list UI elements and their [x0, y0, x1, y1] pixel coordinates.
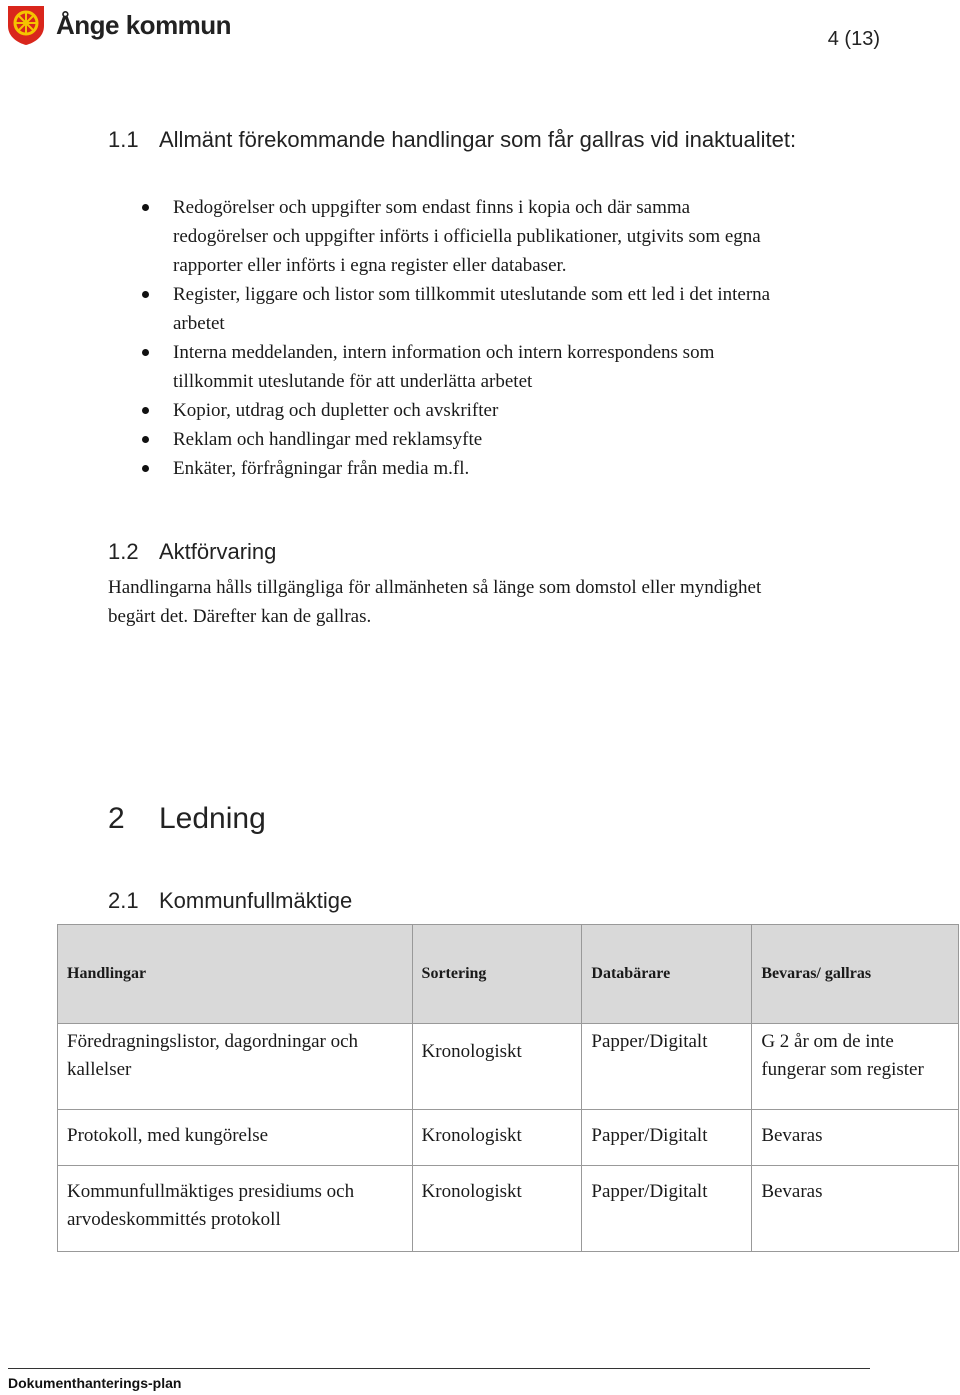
list-item-text: Kopior, utdrag och dupletter och avskrifter [173, 400, 499, 421]
section-number: 2.1 [108, 888, 139, 913]
footer-divider [8, 1368, 870, 1369]
table-cell: Bevaras [752, 1110, 959, 1166]
section-number: 1.1 [108, 127, 139, 152]
records-table [57, 924, 959, 1252]
section-paragraph: Handlingarna hålls tillgängliga för allmänheten så länge som domstol eller myndighet begärt det. Därefter kan de gallras. [108, 577, 762, 627]
list-item-text: Interna meddelanden, intern information och intern korrespondens som tillkommit uteslutande för att underlätta arbetet [173, 342, 715, 392]
section-heading-2-1 [108, 885, 352, 916]
table-cell: Kronologiskt [412, 1166, 582, 1252]
section-heading-1-2 [108, 536, 276, 567]
table-row [58, 1024, 959, 1110]
table-cell: Papper/Digitalt [582, 1024, 752, 1110]
list-item [140, 454, 780, 483]
section-title: Allmänt förekommande handlingar som får gallras vid inaktualitet: [159, 127, 797, 152]
bullet-icon [142, 349, 149, 356]
table-cell: Papper/Digitalt [582, 1166, 752, 1252]
list-item [140, 280, 780, 338]
table-cell: Kommunfullmäktiges presidiums och arvodeskommittés protokoll [58, 1166, 413, 1252]
bullet-icon [142, 204, 149, 211]
table-row [58, 1166, 959, 1252]
table-cell: G 2 år om de inte fungerar som register [752, 1024, 959, 1110]
bullet-icon [142, 465, 149, 472]
section-title: Aktförvaring [159, 539, 277, 564]
chapter-number: 2 [108, 802, 125, 835]
column-header-databarare: Databärare [582, 925, 752, 1024]
list-item [140, 396, 780, 425]
chapter-heading-2 [108, 802, 266, 836]
list-item-text: Reklam och handlingar med reklamsyfte [173, 429, 483, 450]
table-cell: Föredragningslistor, dagordningar och kallelser [58, 1024, 413, 1110]
logo-text: Ånge kommun [56, 9, 232, 40]
bullet-icon [142, 291, 149, 298]
chapter-title: Ledning [159, 802, 266, 835]
bullet-list [140, 193, 780, 483]
list-item [140, 425, 780, 454]
footer-text: Dokumenthanterings-plan [8, 1375, 182, 1391]
column-header-bevaras-gallras: Bevaras/ gallras [752, 925, 959, 1024]
coat-of-arms-icon [6, 4, 46, 46]
table-cell: Bevaras [752, 1166, 959, 1252]
list-item [140, 193, 780, 280]
list-item-text: Register, liggare och listor som tillkommit uteslutande som ett led i det interna arbetet [173, 284, 771, 334]
list-item-text: Redogörelser och uppgifter som endast finns i kopia och där samma redogörelser och uppgifter införts i officiella publikationer, utgivits som egna rapporter eller införts i egna register eller databaser. [173, 197, 761, 276]
list-item [140, 338, 780, 396]
municipality-logo [6, 4, 231, 46]
table-header-row [58, 925, 959, 1024]
table-cell: Papper/Digitalt [582, 1110, 752, 1166]
list-item-text: Enkäter, förfrågningar från media m.fl. [173, 458, 470, 479]
bullet-icon [142, 407, 149, 414]
section-number: 1.2 [108, 539, 139, 564]
table-cell: Kronologiskt [412, 1024, 582, 1110]
page-number: 4 (13) [827, 28, 880, 50]
column-header-handlingar: Handlingar [58, 925, 413, 1024]
table-cell: Protokoll, med kungörelse [58, 1110, 413, 1166]
section-heading-1-1 [108, 124, 828, 155]
column-header-sortering: Sortering [412, 925, 582, 1024]
bullet-icon [142, 436, 149, 443]
section-title: Kommunfullmäktige [159, 888, 353, 913]
table-row [58, 1110, 959, 1166]
table-cell: Kronologiskt [412, 1110, 582, 1166]
